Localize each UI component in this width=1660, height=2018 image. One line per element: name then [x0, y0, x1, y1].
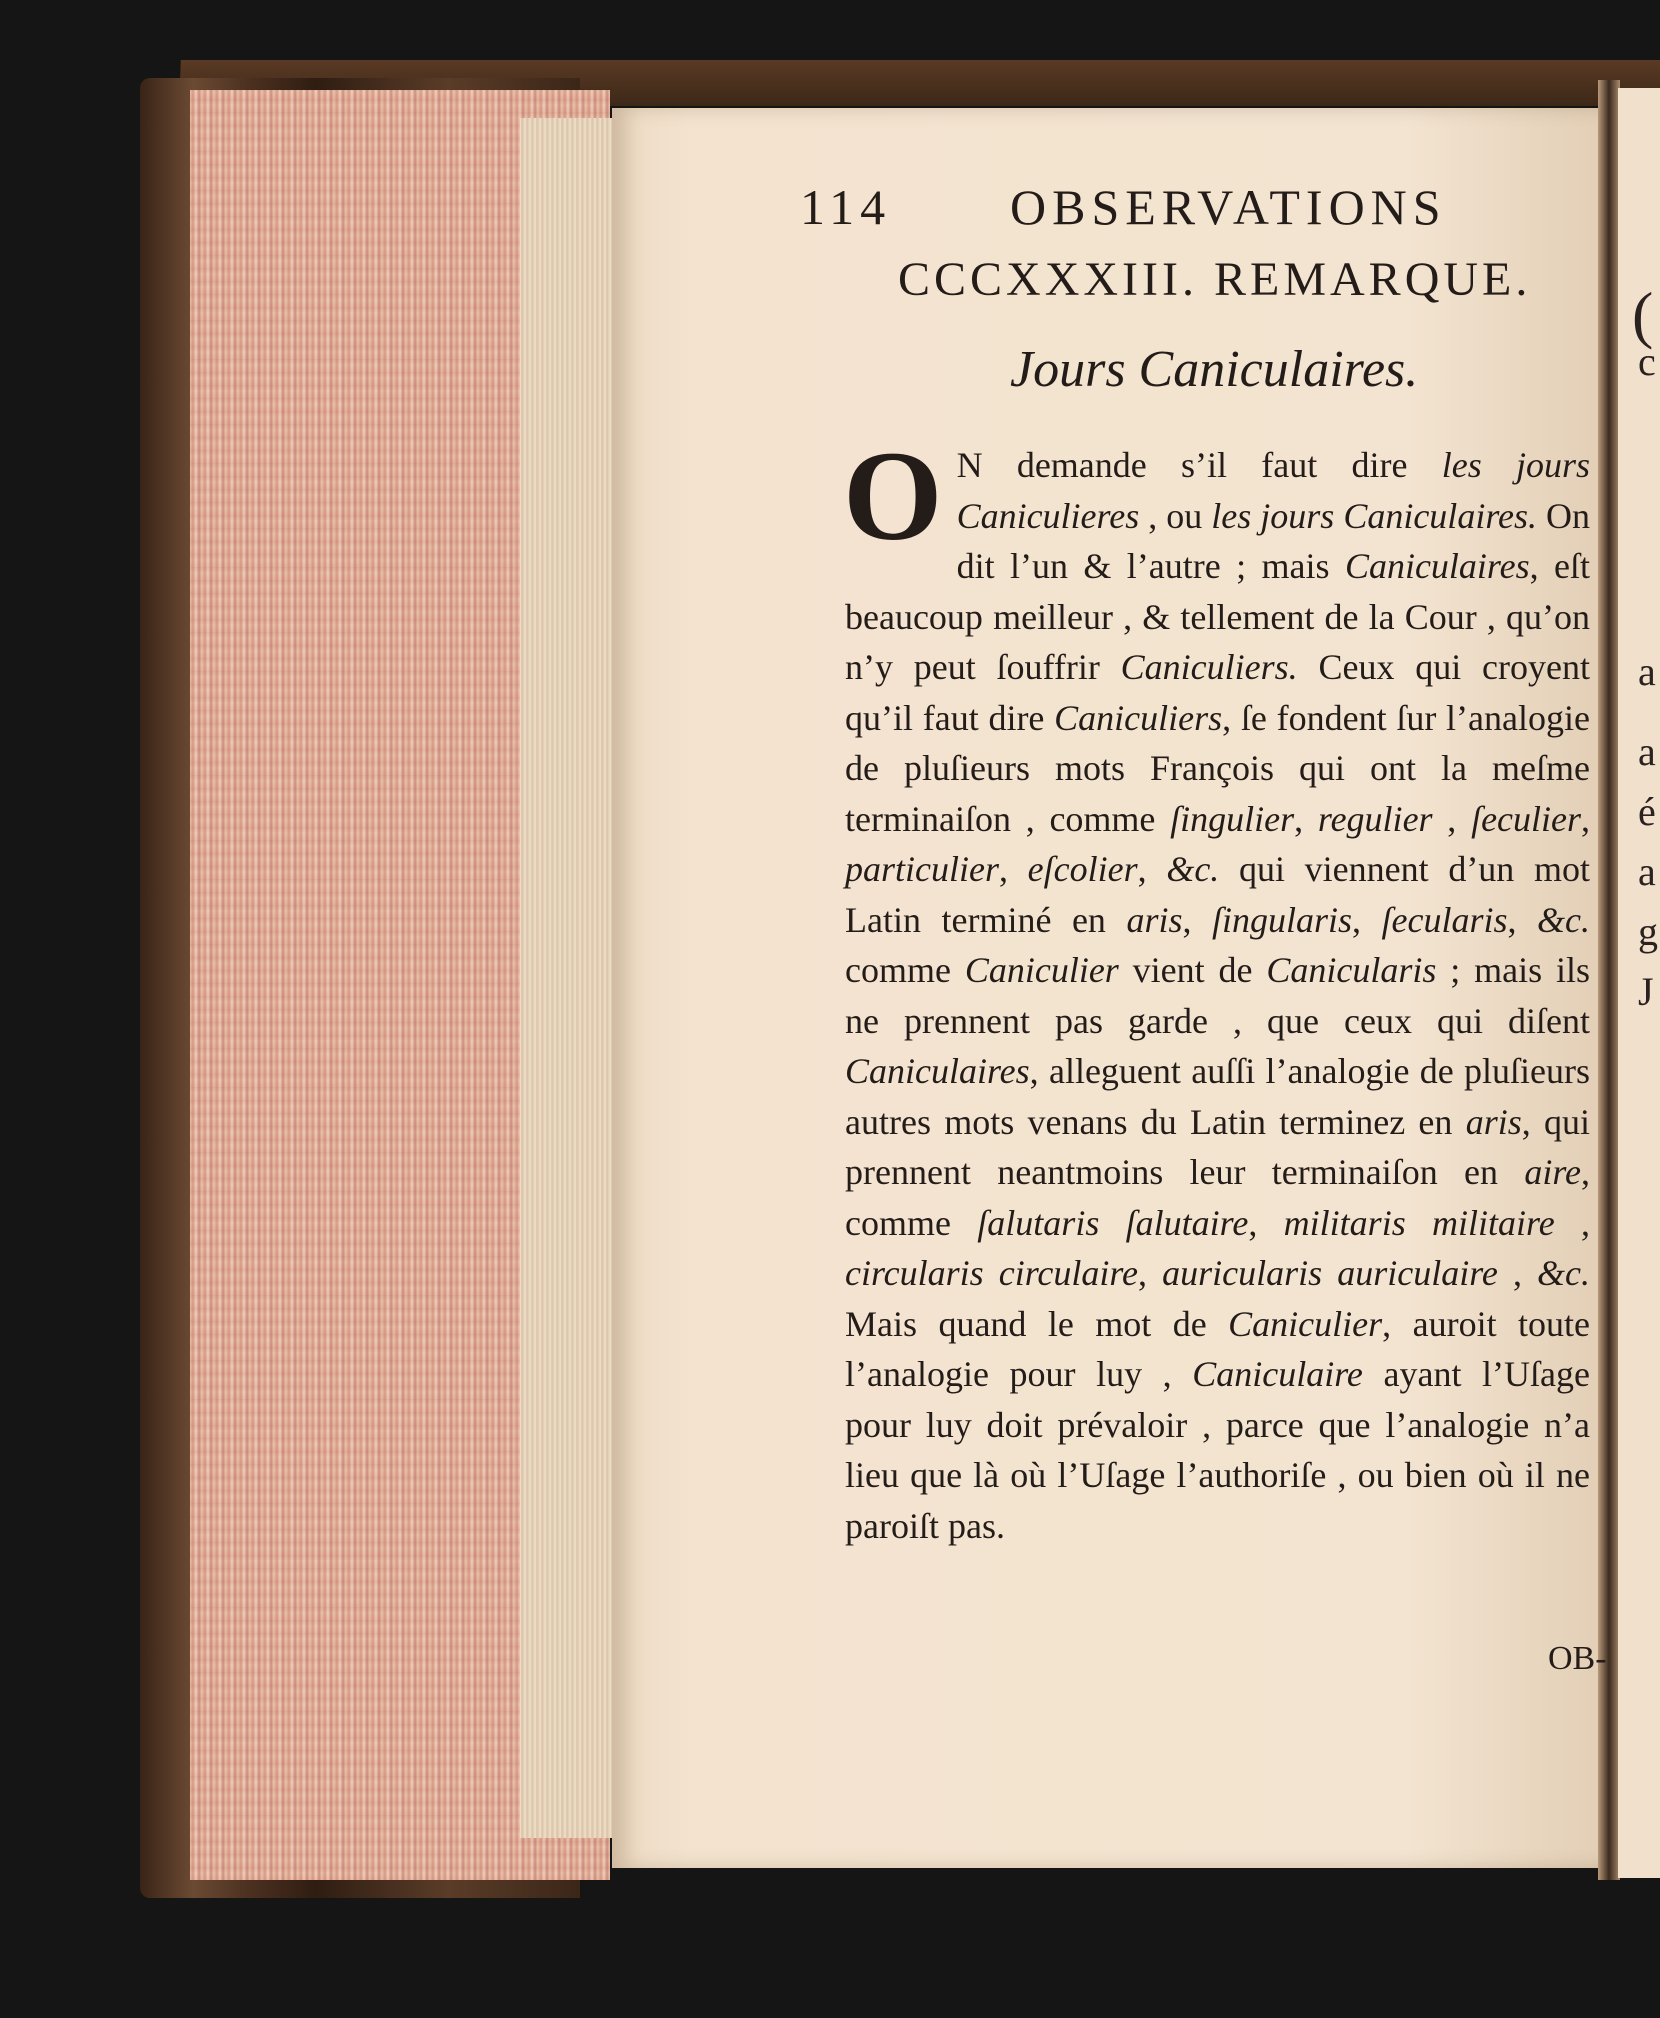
italic-term: ſeculier — [1471, 798, 1582, 839]
facing-page-fragment: J — [1638, 969, 1654, 1014]
text-run: comme — [845, 950, 965, 990]
text-run: ayant l’Uſage pour luy doit prévaloir , parce que l’analogie n’a lieu que là où l’Uſage l’authoriſe , ou bien où il ne paroiſt pas. — [845, 1354, 1590, 1546]
text-run: N demande s’il faut dire — [956, 445, 1442, 485]
running-head — [800, 178, 1520, 238]
italic-term: ſalutaris ſalutaire — [977, 1202, 1249, 1243]
text-run: , — [1294, 798, 1318, 839]
italic-term: les jours Caniculaires. — [1211, 495, 1537, 536]
italic-term: Caniculaires — [1344, 546, 1530, 586]
running-title: OBSERVATIONS — [1010, 179, 1447, 235]
section-title: Jours Caniculaires. — [1010, 341, 1419, 398]
italic-term: Caniculiers. — [1120, 647, 1298, 687]
italic-term: Caniculaires — [845, 1051, 1030, 1091]
text-run: , alleguent auſſi l’analogie de pluſieurs autres mots venans du Latin terminez en — [845, 1051, 1590, 1142]
facing-page-fragment: a — [1638, 649, 1656, 694]
text-run: , — [1497, 1253, 1538, 1293]
italic-term: aris — [1465, 1101, 1522, 1142]
text-run: On dit l’un & l’autre ; mais — [956, 495, 1591, 586]
text-run: , — [1507, 899, 1538, 940]
page-number: 114 — [800, 179, 892, 235]
text-run: , — [1138, 1253, 1163, 1293]
text-run: , comme — [845, 1152, 1590, 1243]
remark-heading: CCCXXXIII. REMARQUE. — [898, 253, 1532, 306]
italic-term: eſcolier — [1027, 849, 1138, 889]
italic-term: Caniculier — [964, 950, 1119, 990]
text-run: Ceux qui croyent qu’il faut dire — [845, 647, 1590, 738]
text-run: , qui prennent neantmoins leur terminaiſon en — [845, 1101, 1590, 1192]
paragraph-text — [843, 425, 1591, 1546]
italic-term: Caniculier — [1228, 1303, 1383, 1344]
italic-term: ſingularis — [1211, 899, 1353, 940]
text-run: , — [1352, 899, 1382, 940]
italic-term: regulier — [1317, 798, 1433, 839]
text-run: vient de — [1118, 950, 1267, 990]
text-run: , eſt beaucoup meilleur , & tellement de la Cour , qu’on n’y peut ſouffrir — [845, 546, 1590, 687]
text-run: , — [998, 849, 1028, 889]
text-run: , — [1137, 849, 1167, 889]
text-run: , — [1554, 1202, 1591, 1243]
facing-page-fragment: g — [1638, 909, 1658, 954]
italic-term: Canicularis — [1266, 950, 1437, 990]
text-run: , — [1581, 798, 1591, 839]
italic-term: particulier — [845, 849, 999, 889]
italic-term: &c. — [1537, 899, 1591, 940]
text-run: , ſe fondent ſur l’analogie de pluſieurs mots François qui ont la meſme terminaiſon , comme — [845, 697, 1590, 839]
facing-page-fragment: a — [1638, 729, 1656, 774]
italic-term: ſingulier — [1170, 798, 1295, 839]
italic-term: &c. — [1166, 849, 1220, 889]
italic-term: Caniculiers — [1054, 697, 1223, 738]
text-run: , — [1182, 899, 1212, 940]
body-paragraph — [843, 425, 1591, 1551]
drop-cap: O — [843, 425, 943, 567]
book-gutter — [1598, 80, 1620, 1880]
facing-page-fragment: ( — [1632, 279, 1654, 350]
facing-page-fragment: é — [1638, 789, 1656, 834]
text-run: , — [1248, 1202, 1284, 1243]
page-edges — [520, 118, 618, 1838]
italic-term: les jours Caniculieres — [956, 445, 1591, 536]
italic-term: aris — [1126, 899, 1183, 940]
text-run: qui viennent d’un mot Latin terminé en — [845, 849, 1590, 940]
facing-page-fragment: a — [1638, 849, 1656, 894]
text-run: Mais quand le mot de — [845, 1303, 1229, 1344]
facing-page-edge — [1618, 88, 1660, 1878]
text-run: , ou — [1139, 495, 1212, 536]
italic-term: aire — [1524, 1152, 1581, 1192]
text-run: , — [1432, 798, 1472, 839]
facing-page-fragment: c — [1638, 339, 1656, 384]
italic-term: Caniculaire — [1192, 1354, 1363, 1394]
italic-term: auricularis auriculaire — [1162, 1253, 1498, 1293]
italic-term: ſecularis — [1381, 899, 1508, 940]
text-run: , auroit toute l’analogie pour luy , — [845, 1303, 1590, 1394]
text-run: ; mais ils ne prennent pas garde , que ceux qui diſent — [845, 950, 1590, 1041]
italic-term: &c. — [1537, 1253, 1590, 1293]
italic-term: militaris militaire — [1283, 1202, 1555, 1243]
italic-term: circularis circulaire — [845, 1253, 1139, 1293]
catchword: OB- — [1548, 1640, 1607, 1677]
